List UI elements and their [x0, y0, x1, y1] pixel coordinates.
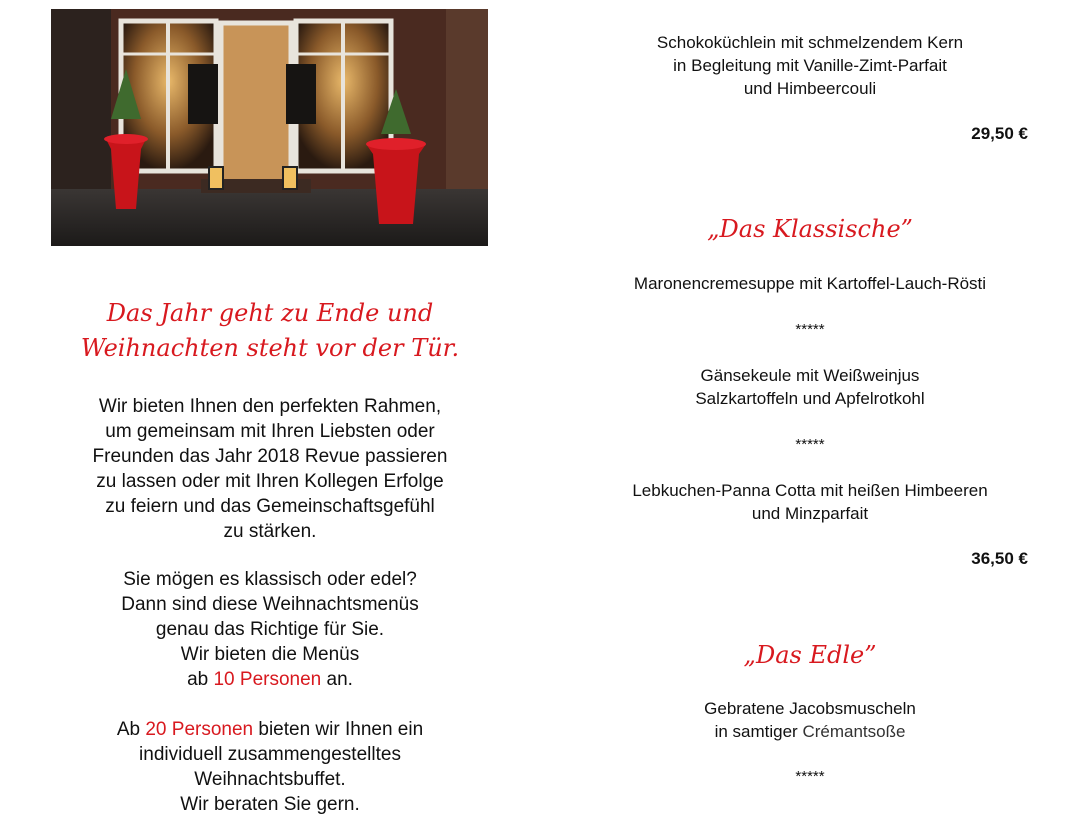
- text-fragment: in samtiger: [714, 722, 803, 741]
- text-line: Freunden das Jahr 2018 Revue passieren: [92, 446, 448, 467]
- text-line: [560, 720, 1060, 743]
- min-persons-line: [40, 667, 500, 692]
- highlight-persons: 20 Personen: [145, 719, 254, 740]
- menu-separator: *****: [795, 436, 825, 453]
- text-line: in Begleitung mit Vanille-Zimt-Parfait: [673, 56, 947, 75]
- text-line: individuell zusammengestelltes: [139, 744, 401, 765]
- menu-separator: *****: [795, 768, 825, 785]
- text-line: und Himbeercouli: [743, 79, 877, 98]
- price-klassische: 36,50 €: [971, 549, 1028, 568]
- buffet-paragraph: [40, 717, 500, 817]
- text-fragment: ab: [187, 669, 214, 690]
- text-fragment: Ab: [116, 719, 146, 740]
- text-line: genau das Richtige für Sie.: [155, 619, 385, 640]
- buffet-persons-line: [40, 717, 500, 742]
- menu-klassische-starter: Maronencremesuppe mit Kartoffel-Lauch-Rösti: [633, 274, 987, 293]
- menu-klassische-main: [560, 364, 1060, 410]
- text-line: Salzkartoffeln und Apfelrotkohl: [695, 389, 925, 408]
- text-line: Sie mögen es klassisch oder edel?: [123, 569, 417, 590]
- dessert-description: [560, 31, 1060, 100]
- menu-title-edle: „Das Edle”: [743, 641, 877, 669]
- highlight-persons: 10 Personen: [213, 669, 322, 690]
- text-line: zu stärken.: [223, 521, 317, 542]
- menu-title-klassische: „Das Klassische”: [707, 215, 913, 243]
- text-line: Lebkuchen-Panna Cotta mit heißen Himbeeren: [632, 481, 988, 500]
- menu-edle-starter: [560, 697, 1060, 743]
- headline-line: Weihnachten steht vor der Tür.: [80, 334, 460, 362]
- text-line: Wir bieten die Menüs: [180, 644, 360, 665]
- text-line: Dann sind diese Weihnachtsmenüs: [121, 594, 419, 615]
- menu-separator: *****: [795, 321, 825, 338]
- text-line: zu feiern und das Gemeinschaftsgefühl: [105, 496, 435, 517]
- text-line: Gebratene Jacobsmuscheln: [704, 699, 916, 718]
- storefront-illustration: [51, 9, 488, 246]
- text-line: und Minzparfait: [751, 504, 869, 523]
- text-line: Weihnachtsbuffet.: [194, 769, 346, 790]
- text-fragment: Crémantsoße: [802, 722, 906, 741]
- headline-line: Das Jahr geht zu Ende und: [106, 299, 434, 327]
- intro-paragraph: [40, 394, 500, 544]
- text-line: Wir beraten Sie gern.: [180, 794, 360, 815]
- restaurant-photo: [51, 9, 488, 246]
- text-fragment: bieten wir Ihnen ein: [253, 719, 424, 740]
- headline: [40, 296, 500, 366]
- text-line: Gänsekeule mit Weißweinjus: [700, 366, 920, 385]
- price-previous-menu: 29,50 €: [971, 124, 1028, 143]
- text-fragment: an.: [321, 669, 353, 690]
- text-line: Schokoküchlein mit schmelzendem Kern: [656, 33, 964, 52]
- choice-paragraph: [40, 567, 500, 692]
- text-line: Wir bieten Ihnen den perfekten Rahmen,: [98, 396, 442, 417]
- text-line: um gemeinsam mit Ihren Liebsten oder: [105, 421, 435, 442]
- menu-klassische-dessert: [560, 479, 1060, 525]
- text-line: zu lassen oder mit Ihren Kollegen Erfolge: [96, 471, 444, 492]
